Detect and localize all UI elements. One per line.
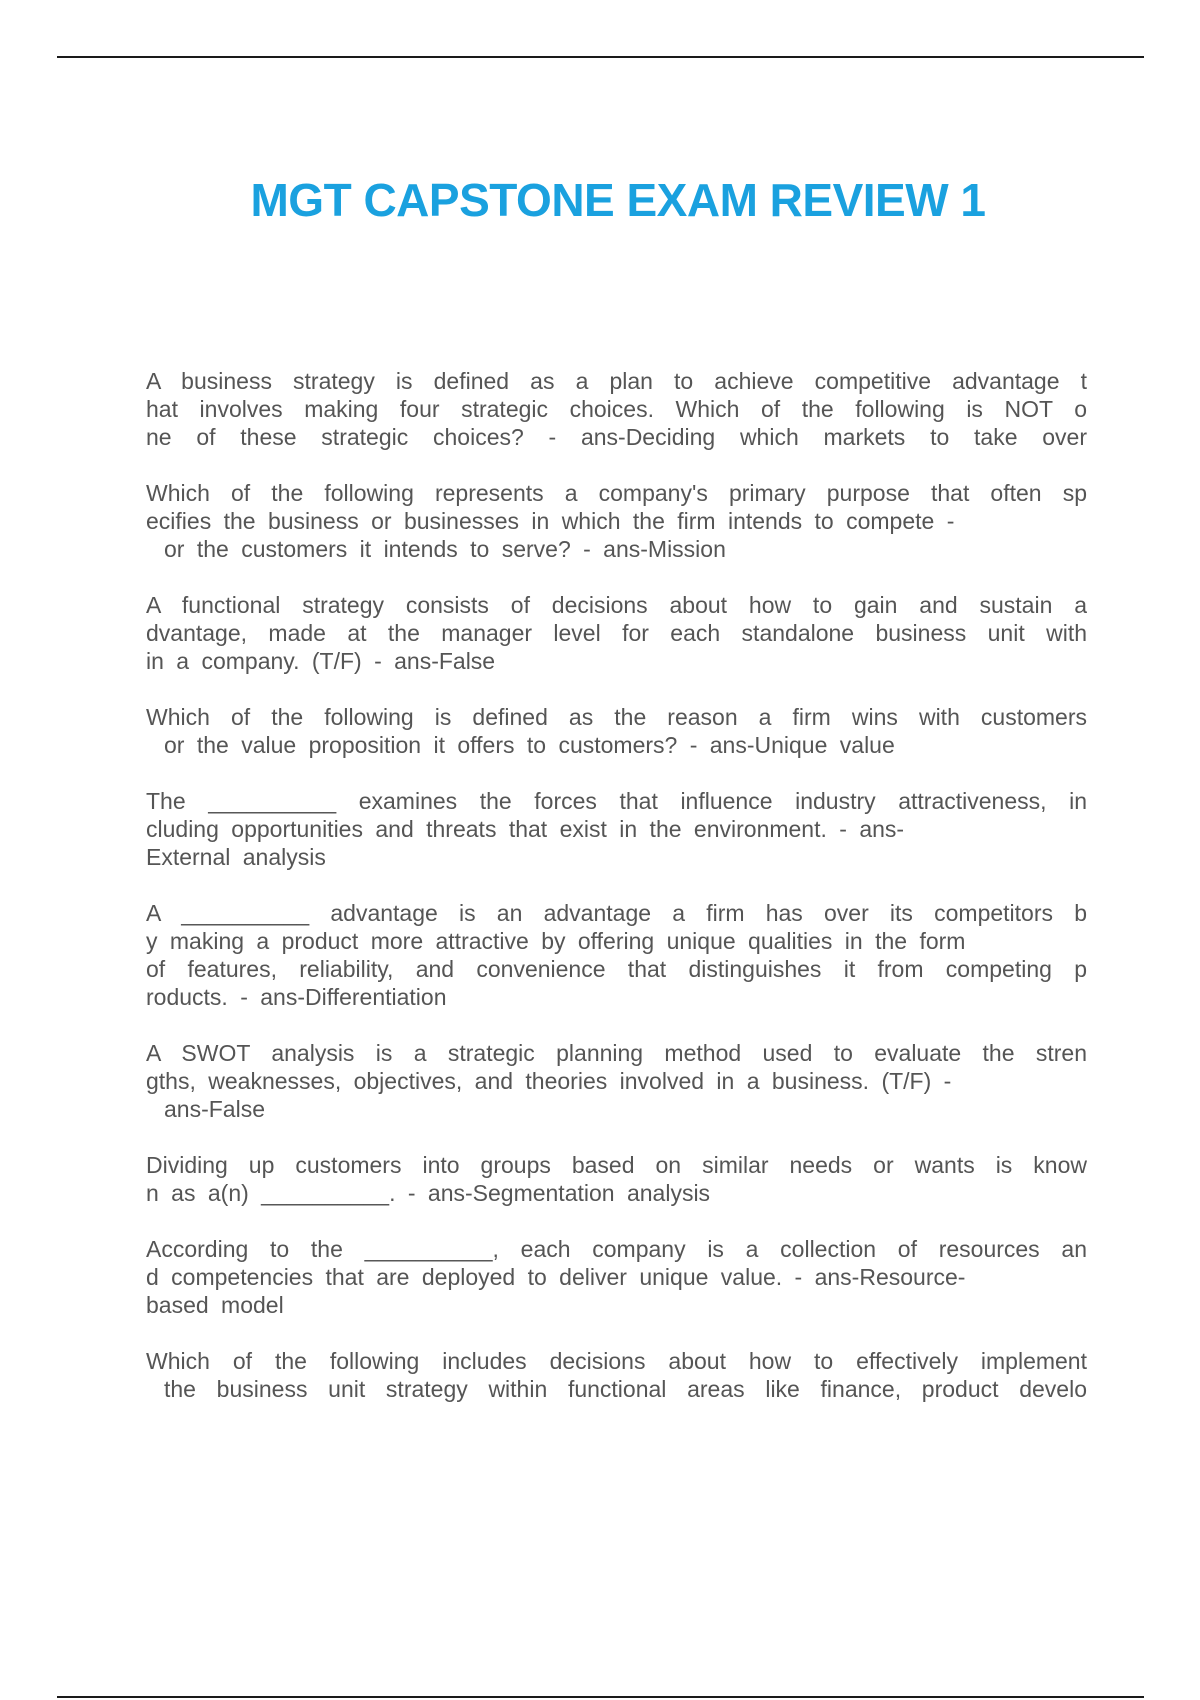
qa-line: A functional strategy consists of decisions about how to gain and sustain a (146, 592, 1087, 618)
footer-rule (57, 1696, 1144, 1698)
qa-line: of features, reliability, and convenience that distinguishes it from competing p (146, 956, 1087, 982)
qa-line: ans-False (164, 1096, 265, 1122)
qa-line: Which of the following is defined as the reason a firm wins with customers (146, 704, 1087, 730)
qa-item (146, 367, 1087, 451)
qa-line: dvantage, made at the manager level for each standalone business unit with (146, 620, 1087, 646)
qa-line: A __________ advantage is an advantage a firm has over its competitors b (146, 900, 1087, 926)
qa-line: According to the __________, each company is a collection of resources an (146, 1236, 1087, 1262)
header-rule (57, 56, 1144, 58)
qa-line: The __________ examines the forces that influence industry attractiveness, in (146, 788, 1087, 814)
qa-line: d competencies that are deployed to deliver unique value. - ans-Resource- (146, 1264, 966, 1290)
qa-line: hat involves making four strategic choices. Which of the following is NOT o (146, 396, 1087, 422)
qa-line: roducts. - ans-Differentiation (146, 984, 447, 1010)
qa-line: Which of the following represents a company's primary purpose that often sp (146, 480, 1087, 506)
qa-item (146, 479, 1087, 563)
qa-line: gths, weaknesses, objectives, and theories involved in a business. (T/F) - (146, 1068, 952, 1094)
qa-list (146, 367, 1087, 1431)
qa-item (146, 1039, 1087, 1123)
qa-line: A SWOT analysis is a strategic planning method used to evaluate the stren (146, 1040, 1087, 1066)
qa-line: the business unit strategy within functional areas like finance, product develo (164, 1376, 1087, 1402)
qa-line: Which of the following includes decisions about how to effectively implement (146, 1348, 1087, 1374)
qa-line: or the value proposition it offers to customers? - ans-Unique value (164, 732, 895, 758)
document-title: MGT CAPSTONE EXAM REVIEW 1 (250, 174, 986, 226)
qa-line: y making a product more attractive by offering unique qualities in the form (146, 928, 966, 954)
qa-item (146, 591, 1087, 675)
qa-item (146, 787, 1087, 871)
qa-line: External analysis (146, 844, 326, 870)
qa-line: n as a(n) __________. - ans-Segmentation analysis (146, 1180, 711, 1206)
qa-line: A business strategy is defined as a plan to achieve competitive advantage t (146, 368, 1087, 394)
qa-item (146, 899, 1087, 1011)
qa-item (146, 1235, 1087, 1319)
qa-line: cluding opportunities and threats that exist in the environment. - ans- (146, 816, 905, 842)
qa-item (146, 1151, 1087, 1207)
qa-item (146, 703, 1087, 759)
qa-line: based model (146, 1292, 284, 1318)
qa-line: ne of these strategic choices? - ans-Deciding which markets to take over (146, 424, 1087, 450)
qa-line: Dividing up customers into groups based on similar needs or wants is know (146, 1152, 1087, 1178)
qa-line: or the customers it intends to serve? - ans-Mission (164, 536, 726, 562)
qa-line: ecifies the business or businesses in which the firm intends to compete - (146, 508, 955, 534)
qa-line: in a company. (T/F) - ans-False (146, 648, 496, 674)
qa-item (146, 1347, 1087, 1403)
